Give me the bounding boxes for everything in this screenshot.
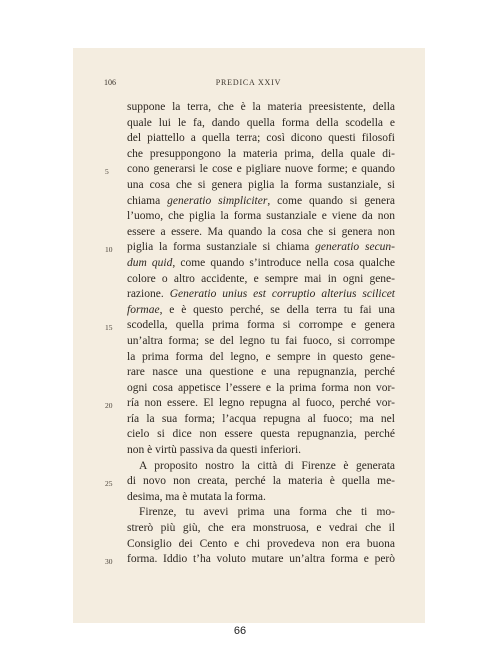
text-run: una cosa che si genera piglia la forma sustanziale, si	[127, 178, 395, 191]
latin-phrase: dum quid	[127, 256, 173, 269]
line-number: 20	[105, 401, 113, 411]
text-run: , e è questo perché, se della terra tu fai una	[159, 303, 395, 316]
text-line	[105, 474, 395, 490]
text-run: del piattello a quella terra; così dicono questi filosofi	[127, 132, 395, 145]
text-line	[127, 272, 395, 288]
text-run: di novo non creata, perché la materia è quella me-	[127, 475, 395, 488]
text-run: la prima forma del legno, e sempre in questo gene-	[127, 350, 395, 363]
text-line	[127, 303, 395, 319]
line-number: 10	[105, 245, 113, 255]
text-run: un’altra forma; se del legno tu fai fuoco, si corrompe	[127, 334, 395, 347]
text-run: cielo si dice non essere questa repugnanzia, perché	[127, 428, 395, 441]
text-line	[127, 350, 395, 366]
text-run: chiama	[127, 194, 168, 207]
text-line	[105, 318, 395, 334]
text-run: rare nasce una questione e una repugnanzia, perché	[127, 366, 395, 379]
text-line	[127, 365, 395, 381]
text-line	[127, 209, 395, 225]
text-line	[127, 459, 395, 475]
text-run: l’uomo, che piglia la forma sustanziale e viene da non	[127, 210, 395, 223]
line-number: 5	[105, 167, 109, 177]
line-number: 30	[105, 557, 113, 567]
text-line	[127, 537, 395, 553]
text-run: colore o altro accidente, e sempre mai in ogni gene-	[127, 272, 395, 285]
running-title: PREDICA XXIV	[215, 78, 282, 87]
text-line	[127, 287, 395, 303]
text-line	[127, 147, 395, 163]
text-line	[127, 505, 395, 521]
text-run: suppone la terra, che è la materia preesistente, della	[127, 101, 395, 113]
latin-phrase: generatio simpliciter	[167, 194, 268, 207]
text-line	[105, 552, 395, 568]
text-line	[127, 178, 395, 194]
text-line	[105, 162, 395, 178]
text-line	[127, 334, 395, 350]
text-run: scodella, quella prima forma si corrompe e genera	[127, 319, 395, 332]
page-number: 106	[104, 78, 116, 87]
text-line	[127, 100, 395, 116]
text-line	[127, 116, 395, 132]
text-line	[127, 521, 395, 537]
latin-phrase: generatio secun-	[315, 241, 396, 254]
text-run: forma. Iddio t’ha voluto mutare un’altra forma e però	[127, 553, 395, 566]
body-text	[105, 100, 396, 568]
text-run: essere a essere. Ma quando la cosa che si genera non	[127, 225, 395, 238]
text-run: Firenze, tu avevi prima una forma che ti mo-	[139, 506, 395, 519]
book-page	[73, 48, 425, 623]
text-run: , come quando s’introduce nella cosa qualche	[172, 256, 396, 269]
text-run: cono generarsi le cose e pigliare nuove forme; e quando	[127, 163, 395, 176]
folio-number: 66	[233, 625, 247, 637]
text-line	[127, 256, 395, 272]
text-run: A proposito nostro la città di Firenze è generata	[139, 459, 395, 472]
text-line	[105, 240, 396, 256]
text-run: ría la sua forma; l’acqua repugna al fuoco; ma nel	[127, 412, 395, 425]
running-header	[104, 78, 393, 90]
latin-phrase: Generatio unius est corruptio alterius scilicet	[169, 288, 395, 301]
line-number: 25	[105, 479, 113, 489]
text-run: ría non essere. El legno repugna al fuoco, perché vor-	[127, 397, 395, 410]
line-number: 15	[105, 323, 113, 333]
text-run: che presuppongono la materia prima, della quale di-	[127, 147, 395, 160]
text-line	[127, 412, 395, 428]
text-line	[105, 396, 395, 412]
text-run: , come quando si genera	[267, 194, 396, 207]
text-line	[127, 225, 395, 241]
text-line	[127, 427, 395, 443]
text-run: piglia la forma sustanziale si chiama	[127, 241, 316, 254]
text-run: desima, ma è mutata la forma.	[127, 490, 266, 503]
text-run: non è virtù passiva da questi inferiori.	[127, 444, 302, 457]
text-run: strerò più giù, che era monstruosa, e vedrai che il	[127, 522, 395, 535]
text-run: quale lui le fa, dando quella forma della scodella e	[127, 116, 395, 129]
text-line	[127, 443, 395, 459]
text-line	[127, 381, 395, 397]
text-run: razione.	[127, 288, 170, 301]
text-run: ogni cosa appetisce l’essere e la prima forma non vor-	[127, 381, 395, 394]
text-line	[127, 194, 395, 210]
text-line	[127, 490, 395, 506]
text-run: Consiglio dei Cento e chi provedeva non era buona	[127, 537, 395, 550]
text-line	[127, 131, 395, 147]
latin-phrase: formae	[127, 303, 160, 316]
